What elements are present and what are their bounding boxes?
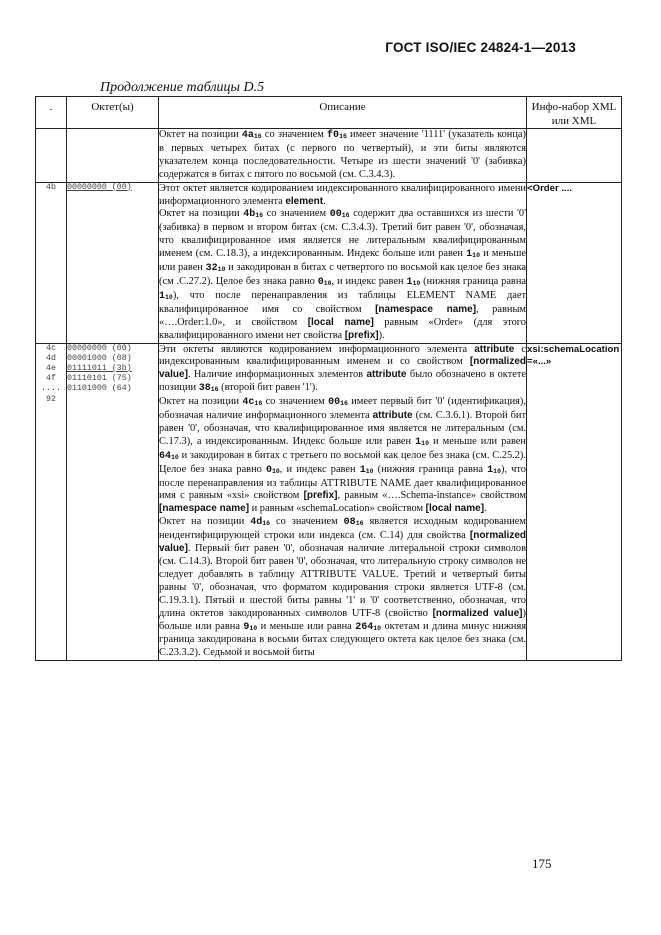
description-cell: Эти октеты являются кодированием информационного элемента attribute с индексированным квалифицированным именем и со свойством [normalized value]. Наличие информационных элементов attribute было обозначено в октете позиции $38_{16}$ (второй бит равен '1'). Октет на позиции $4c_{16}$ со значением $00_{16}$ имеет первый бит '0' (идентификация), обозначая наличие информационного элемента attribute (см. С.3.6.1). Второй бит равен '0', обозначая, что квалифицированное имя является не литеральным (см. С.17.3), а индексированным. Индекс больше или равен $1_{10}$ и меньше или равен $64_{10}$ и закодирован в битах с третьего по восьмой как целое без знака (см. С.25.2). Целое без знака равно $0_{10}$, и индекс равен $1_{10}$ (нижняя граница равна $1_{10}$), что после перенаправления из таблицы ATTRIBUTE NAME дает квалифицированное имя с равным «xsi» свойством [prefix], равным «….Schema-instance» свойством [namespace name] и равным «schemaLocation» свойством [local name]. Октет на позиции $4d_{16}$ со значением $08_{16}$ является исходным кодированием неидентифицирующей строки или индекса (см. С.14) для свойства [normalized value]. Первый бит равен '0', обозначая наличие литеральной строки символов (см. С.14.3). Второй бит равен '0', обозначая, что литеральную строку символов не следует добавлять в таблицу ATTRIBUTE VALUE. Третий и четвертый биты равны '0', обозначая, что форматом кодирования строки является UTF-8 (см. С.19.3.1). Пятый и шестой биты равны '1' и '0' соответственно, обозначая, что длина октетов закодированных символов UTF-8 (свойство [normalized value]) больше или равна $9_{10}$ и меньше или равна $264_{10}$ октетам и длина минус нижняя граница закодирована в восьми битах следующего октета как целое без знака (см. С.23.3.2). Седьмой и восьмой биты: [159, 343, 527, 661]
col-header-infoset: Инфо-набор XML или XML: [527, 97, 622, 129]
octets-cell: [67, 129, 159, 183]
col-header-octets: Октет(ы): [67, 97, 159, 129]
position-cell: 4b: [36, 182, 67, 343]
position-cell: [36, 129, 67, 183]
description-cell: Октет на позиции $4a_{16}$ со значением $f0_{16}$ имеет значение '1111' (указатель конца) в первых четырех битах (с первого по четвертый), и эти биты являются указателем конца последовательности. Четыре из шести значений '0' (забивка) содержатся в битах с пятого по восьмой (см. С.3.4.3).: [159, 129, 527, 183]
col-header-description: Описание: [159, 97, 527, 129]
octets-cell: 00000000 (00): [67, 182, 159, 343]
octet-table: [35, 96, 622, 661]
infoset-cell: [527, 129, 622, 183]
table-row: [36, 182, 622, 343]
position-cell: 4c 4d 4e 4f .... 92: [36, 343, 67, 661]
table-caption: Продолжение таблицы D.5: [100, 80, 265, 95]
page-number: 175: [532, 856, 552, 871]
document-header: ГОСТ ISO/IEC 24824-1—2013: [385, 40, 576, 55]
infoset-cell: xsi:schemaLocation=«...»: [527, 343, 622, 661]
description-cell: Этот октет является кодированием индексированного квалифицированного имени информационного элемента element. Октет на позиции $4b_{16}$ со значением $00_{16}$ содержит два оставшихся из шести '0' (забивка) в первом и втором битах (см. С.3.4.3). Третий бит равен '0', обозначая, что квалифицированное имя является не литеральным квалифицированным именем (см. С.18.3), а индексированным. Индекс больше или равен $1_{10}$ и меньше или равен $32_{10}$ и закодирован в битах с четвертого по восьмой как целое без знака (см .С.27.2). Целое без знака равно $0_{10}$, и индекс равен $1_{10}$ (нижняя граница равна $1_{10}$), что после перенаправления из таблицы ELEMENT NAME дает квалифицированное имя со свойством [namespace name], равным «….Order:1.0», и свойством [local name] равным «Order» (для этого квалифицированного имени нет свойства [prefix]).: [159, 182, 527, 343]
octets-cell: 00000000 (00) 00001000 (08) 01111011 (3b) 01110101 (75) 01101000 (64): [67, 343, 159, 661]
table-header-row: [36, 97, 622, 129]
infoset-cell: <Order ....: [527, 182, 622, 343]
col-header-position: .: [36, 97, 67, 129]
table-row: [36, 129, 622, 183]
table-row: [36, 343, 622, 661]
